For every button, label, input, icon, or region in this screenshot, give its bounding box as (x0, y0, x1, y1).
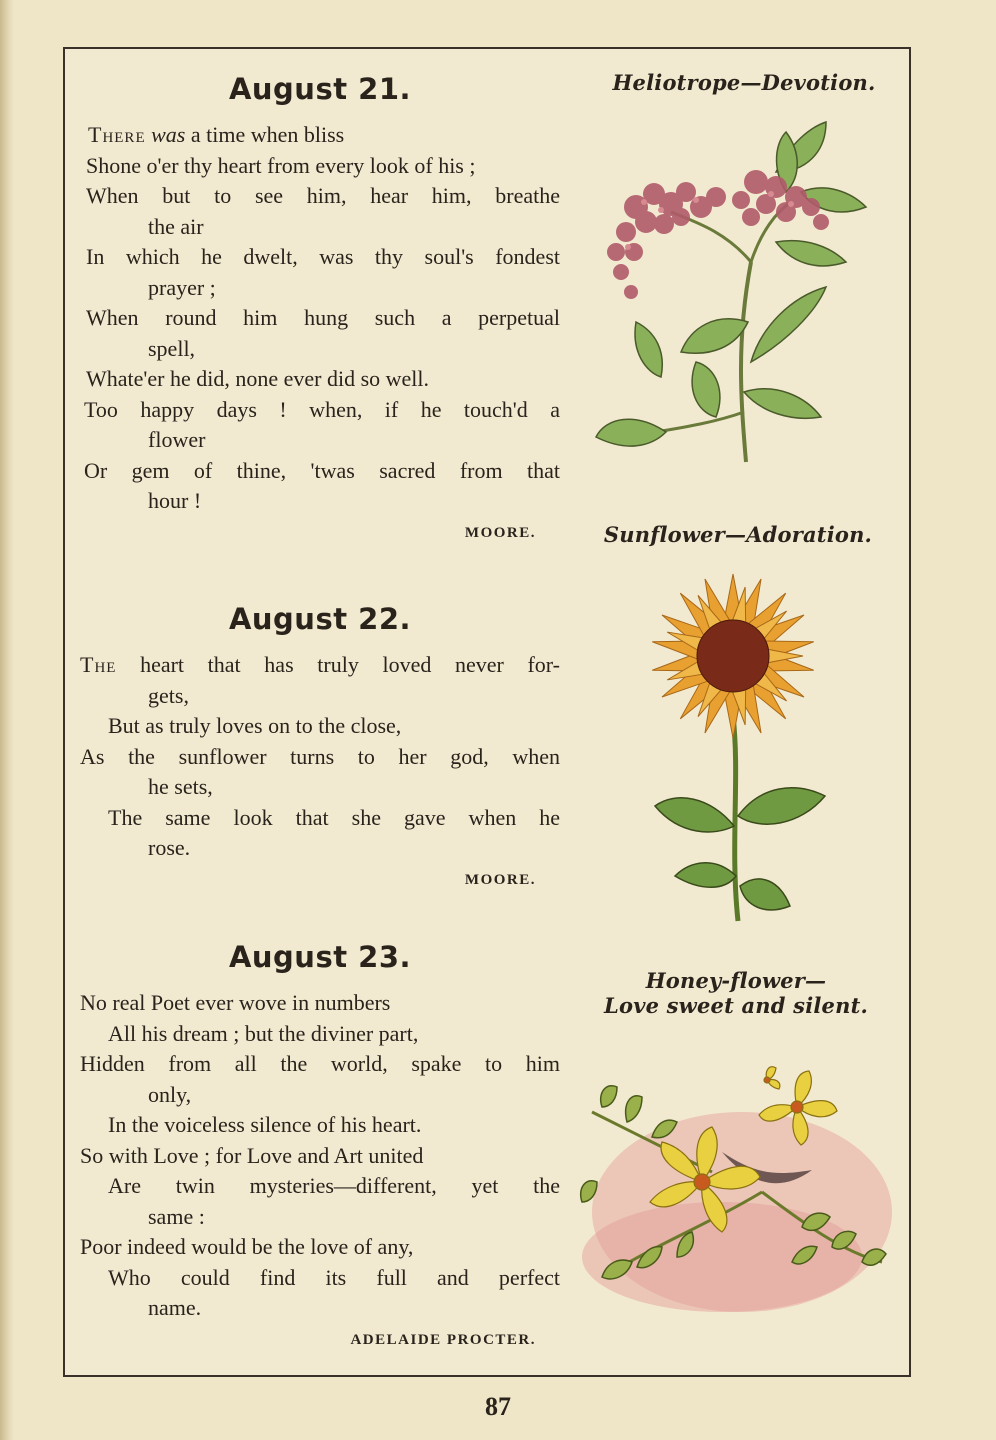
page-edge (0, 0, 14, 1440)
italic-word: was (151, 122, 186, 147)
poem-line (80, 120, 560, 151)
poem-line: When round him hung such a perpetual (86, 305, 560, 330)
page-number: 87 (485, 1392, 511, 1421)
honey-flower-icon (572, 1062, 902, 1324)
flower-caption-honey-flower (586, 968, 886, 1018)
poem-line: Whate'er he did, none ever did so well. (86, 366, 430, 391)
poem-line: prayer ; (148, 274, 216, 300)
poem-line: Or gem of thine, 'twas sacred from that (84, 457, 560, 483)
poem-line: Poor indeed would be the love of any, (80, 1234, 414, 1259)
entry-august-23 (80, 940, 560, 1349)
poem-line: rose. (148, 835, 191, 860)
poem-line: the air (148, 213, 204, 239)
poem-line: Shone o'er thy heart from every look of his ; (86, 152, 476, 178)
entry-date: August 23. (228, 940, 412, 974)
poem-line: No real Poet ever wove in numbers (80, 990, 391, 1015)
poem-line: When but to see him, hear him, breathe (86, 183, 560, 208)
lead-word: There (88, 122, 146, 147)
poem-line: Are twin mysteries—different, yet the (108, 1173, 560, 1198)
poem-text: a time when bliss (190, 122, 345, 147)
poem-line: name. (148, 1295, 202, 1320)
caption-line: Honey-flower— (645, 968, 827, 993)
caption-line: Love sweet and silent. (604, 993, 868, 1018)
entry-august-21 (80, 72, 560, 542)
poem-line: same : (148, 1203, 205, 1229)
poem-line: Hidden from all the world, spake to him (80, 1051, 560, 1076)
poem-line: gets, (148, 682, 189, 708)
poem-line: In which he dwelt, was thy soul's fondest (86, 244, 560, 269)
sunflower-icon (630, 566, 840, 932)
poem-line: In the voiceless silence of his heart. (108, 1112, 422, 1137)
heliotrope-icon (576, 112, 892, 476)
poem-line: hour ! (148, 488, 202, 513)
author-attribution: MOORE. (464, 871, 536, 888)
flower-caption-sunflower: Sunflower—Adoration. (603, 522, 873, 547)
poem-line: As the sunflower turns to her god, when (80, 743, 560, 769)
poem-line: All his dream ; but the diviner part, (108, 1020, 419, 1046)
poem-line: Too happy days ! when, if he touch'd a (84, 396, 560, 422)
entry-date: August 21. (228, 72, 412, 106)
poem-line: he sets, (148, 774, 213, 799)
poem-line (80, 650, 560, 681)
poem-line: spell, (148, 335, 196, 361)
poem-line: So with Love ; for Love and Art united (80, 1142, 424, 1168)
entry-august-22 (80, 602, 560, 889)
poem-line: The same look that she gave when he (108, 804, 560, 830)
author-attribution: ADELAIDE PROCTER. (350, 1331, 536, 1348)
author-attribution: MOORE. (464, 524, 536, 541)
poem-line: Who could find its full and perfect (108, 1264, 560, 1290)
flower-caption-heliotrope: Heliotrope—Devotion. (612, 70, 876, 95)
poem-line: flower (148, 427, 206, 452)
poem-line: only, (148, 1081, 192, 1107)
lead-word: The (80, 652, 117, 677)
poem-text: heart that has truly loved never for- (140, 652, 560, 677)
entry-date: August 22. (228, 602, 412, 636)
poem-line: But as truly loves on to the close, (108, 713, 402, 738)
